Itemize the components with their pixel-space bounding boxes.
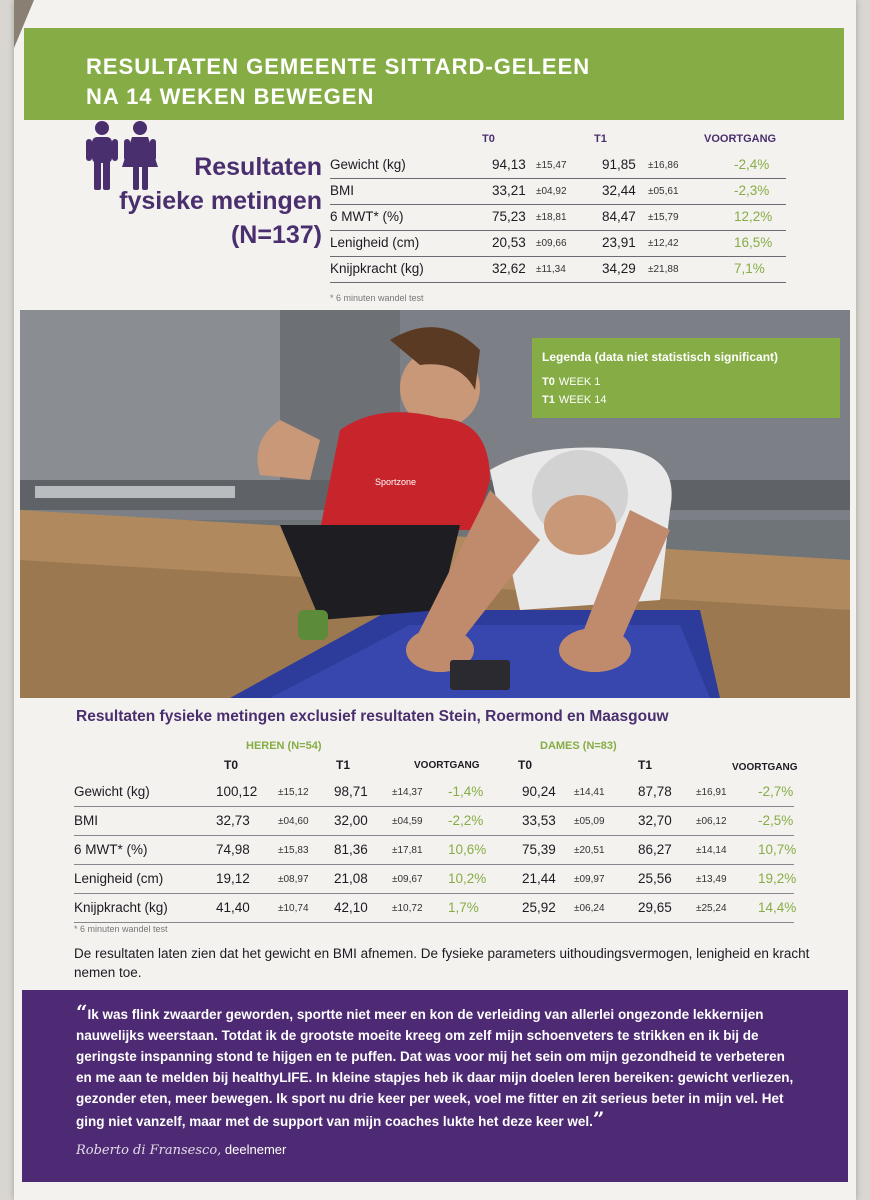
dames-t0-sd: ±20,51 (574, 845, 605, 856)
voortgang: -2,3% (734, 183, 770, 198)
dames-voortgang: 10,7% (758, 842, 797, 857)
row-label: Lenigheid (cm) (74, 871, 164, 886)
quote-close-mark: ” (592, 1107, 605, 1131)
legend-text: WEEK 14 (558, 394, 607, 406)
legend-title: Legenda (data niet statistisch significant) (542, 350, 779, 364)
value-t0: 33,21 (492, 183, 526, 198)
sd-t1: ±16,86 (648, 160, 679, 171)
document-page (14, 0, 856, 1200)
quote-text: Ik was flink zwaarder geworden, sportte niet meer en kon de verleiding van allerlei ongezonde lekkernijen nauwelijks weerstaan. Totdat ik de grootste moeite kreeg om zelf mijn schoenveters te strikken en ik bij de geringste inspanning stond te hijgen en te puffen. Dat was voor mij het sein om mijn gezondheid te verbeteren en me aan te melden bij healthyLIFE. In kleine stapjes heb ik daar mijn doelen leren bereiken: gewicht verliezen, gezonder eten, meer bewegen. Ik sport nu drie keer per week, voel me fitter en zit serieus beter in mijn vel. Het ging niet vanzelf, maar met de support van mijn coaches lukte het deze keer wel. (76, 1007, 794, 1129)
testimonial-author (76, 1142, 286, 1158)
dames-t0: 33,53 (522, 813, 556, 828)
section1-title-line2: fysieke metingen (119, 187, 322, 215)
heren-t1-sd: ±04,59 (392, 816, 423, 827)
dames-t1-sd: ±14,14 (696, 845, 727, 856)
row-label: Knijpkracht (kg) (74, 900, 168, 915)
heren-t0-sd: ±08,97 (278, 874, 309, 885)
heren-t1: 42,10 (334, 900, 368, 915)
testimonial-box (22, 990, 848, 1182)
value-t1: 34,29 (602, 261, 636, 276)
dames-t1-sd: ±16,91 (696, 787, 727, 798)
value-t0: 20,53 (492, 235, 526, 250)
row-label: Gewicht (kg) (74, 784, 150, 799)
heren-t0: 74,98 (216, 842, 250, 857)
row-label: Lenigheid (cm) (330, 235, 420, 250)
s2-dames-col-t1: T1 (638, 758, 653, 772)
section1-title-line3: (N=137) (230, 221, 322, 249)
dames-t0: 25,92 (522, 900, 556, 915)
row-label: BMI (74, 813, 99, 828)
dames-t1: 87,78 (638, 784, 672, 799)
dames-t1-sd: ±13,49 (696, 874, 727, 885)
s2-heren-col-t1: T1 (336, 758, 351, 772)
legend-code: T1 (542, 394, 555, 406)
header-banner (24, 28, 844, 120)
heren-t1-sd: ±10,72 (392, 903, 423, 914)
legend-item-t0 (542, 376, 600, 388)
dames-t0-sd: ±05,09 (574, 816, 605, 827)
heren-voortgang: 1,7% (448, 900, 479, 915)
dames-t1-sd: ±06,12 (696, 816, 727, 827)
section2-title: Resultaten fysieke metingen exclusief resultaten Stein, Roermond en Maasgouw (76, 708, 669, 725)
row-label: BMI (330, 183, 355, 198)
dames-voortgang: 14,4% (758, 900, 797, 915)
heren-t1-sd: ±14,37 (392, 787, 423, 798)
dames-t1-sd: ±25,24 (696, 903, 727, 914)
heren-t1-sd: ±09,67 (392, 874, 423, 885)
heren-t0: 19,12 (216, 871, 250, 886)
section1-title-line1: Resultaten (194, 153, 322, 181)
sd-t0: ±04,92 (536, 186, 567, 197)
header-title-line2: NA 14 WEKEN BEWEGEN (86, 84, 375, 109)
dames-t0: 21,44 (522, 871, 556, 886)
voortgang: 7,1% (734, 261, 765, 276)
s2-heren-col-t0: T0 (224, 758, 239, 772)
table-row (74, 836, 797, 865)
legend-code: T0 (542, 376, 555, 388)
voortgang: 16,5% (734, 235, 773, 250)
table-row (330, 256, 786, 283)
legend-box (532, 338, 840, 418)
legend-text: WEEK 1 (558, 376, 601, 388)
testimonial-quote (76, 1002, 796, 1132)
s1-col-voortgang: VOORTGANG (704, 133, 777, 145)
value-t0: 32,62 (492, 261, 526, 276)
dames-t1: 86,27 (638, 842, 672, 857)
sd-t0: ±11,34 (536, 264, 566, 275)
table-row (330, 178, 786, 205)
conclusion-text: De resultaten laten zien dat het gewicht en BMI afnemen. De fysieke parameters uithoudingsvermogen, lenigheid en kracht nemen toe. (74, 946, 810, 980)
value-t1: 23,91 (602, 235, 636, 250)
table-row (74, 778, 794, 807)
sd-t1: ±12,42 (648, 238, 679, 249)
table-row (330, 230, 786, 257)
group-dames: DAMES (N=83) (540, 740, 617, 752)
heren-t1: 21,08 (334, 871, 368, 886)
heren-t0: 100,12 (216, 784, 258, 799)
table-row (74, 894, 797, 923)
heren-t1-sd: ±17,81 (392, 845, 423, 856)
heren-voortgang: -2,2% (448, 813, 484, 828)
row-label: 6 MWT* (%) (330, 209, 404, 224)
heren-t0-sd: ±10,74 (278, 903, 309, 914)
dames-t0-sd: ±14,41 (574, 787, 605, 798)
value-t1: 32,44 (602, 183, 636, 198)
dames-t0-sd: ±06,24 (574, 903, 605, 914)
value-t1: 91,85 (602, 157, 636, 172)
heren-t0: 41,40 (216, 900, 250, 915)
section2-footnote: * 6 minuten wandel test (74, 924, 168, 934)
author-role: deelnemer (224, 1142, 287, 1157)
dames-t0: 90,24 (522, 784, 556, 799)
shirt-logo-text: Sportzone (375, 477, 417, 487)
voortgang: -2,4% (734, 157, 770, 172)
heren-voortgang: -1,4% (448, 784, 484, 799)
sd-t1: ±15,79 (648, 212, 679, 223)
section1-footnote: * 6 minuten wandel test (330, 293, 424, 303)
dames-voortgang: -2,7% (758, 784, 794, 799)
dames-voortgang: 19,2% (758, 871, 797, 886)
heren-t0: 32,73 (216, 813, 250, 828)
dames-t0-sd: ±09,97 (574, 874, 605, 885)
table-row (74, 865, 797, 894)
dames-t1: 25,56 (638, 871, 672, 886)
sd-t1: ±05,61 (648, 186, 679, 197)
row-label: Gewicht (kg) (330, 157, 406, 172)
heren-t0-sd: ±15,83 (278, 845, 309, 856)
people-icon (82, 120, 162, 192)
table-row (330, 204, 786, 231)
value-t0: 75,23 (492, 209, 526, 224)
legend-item-t1 (542, 394, 607, 406)
heren-t1: 81,36 (334, 842, 368, 857)
heren-voortgang: 10,6% (448, 842, 487, 857)
sd-t0: ±15,47 (536, 160, 567, 171)
s2-heren-col-voortgang: VOORTGANG (414, 760, 480, 771)
heren-t0-sd: ±15,12 (278, 787, 309, 798)
table-row (74, 807, 794, 836)
author-name: Roberto di Fransesco, (76, 1143, 222, 1158)
s2-dames-col-voortgang: VOORTGANG (732, 762, 798, 773)
table-row (330, 152, 786, 179)
s2-dames-col-t0: T0 (518, 758, 533, 772)
s1-col-t0: T0 (482, 133, 495, 145)
sd-t1: ±21,88 (648, 264, 679, 275)
s1-col-t1: T1 (594, 133, 607, 145)
dames-voortgang: -2,5% (758, 813, 794, 828)
dames-t0: 75,39 (522, 842, 556, 857)
heren-t1: 32,00 (334, 813, 368, 828)
heren-t1: 98,71 (334, 784, 368, 799)
dames-t1: 32,70 (638, 813, 672, 828)
voortgang: 12,2% (734, 209, 773, 224)
heren-t0-sd: ±04,60 (278, 816, 309, 827)
row-label: Knijpkracht (kg) (330, 261, 424, 276)
value-t1: 84,47 (602, 209, 636, 224)
heren-voortgang: 10,2% (448, 871, 487, 886)
value-t0: 94,13 (492, 157, 526, 172)
group-heren: HEREN (N=54) (246, 740, 322, 752)
header-title-line1: RESULTATEN GEMEENTE SITTARD-GELEEN (86, 54, 591, 79)
quote-open-mark: “ (76, 1000, 88, 1024)
dames-t1: 29,65 (638, 900, 672, 915)
sd-t0: ±09,66 (536, 238, 567, 249)
sd-t0: ±18,81 (536, 212, 567, 223)
row-label: 6 MWT* (%) (74, 842, 148, 857)
